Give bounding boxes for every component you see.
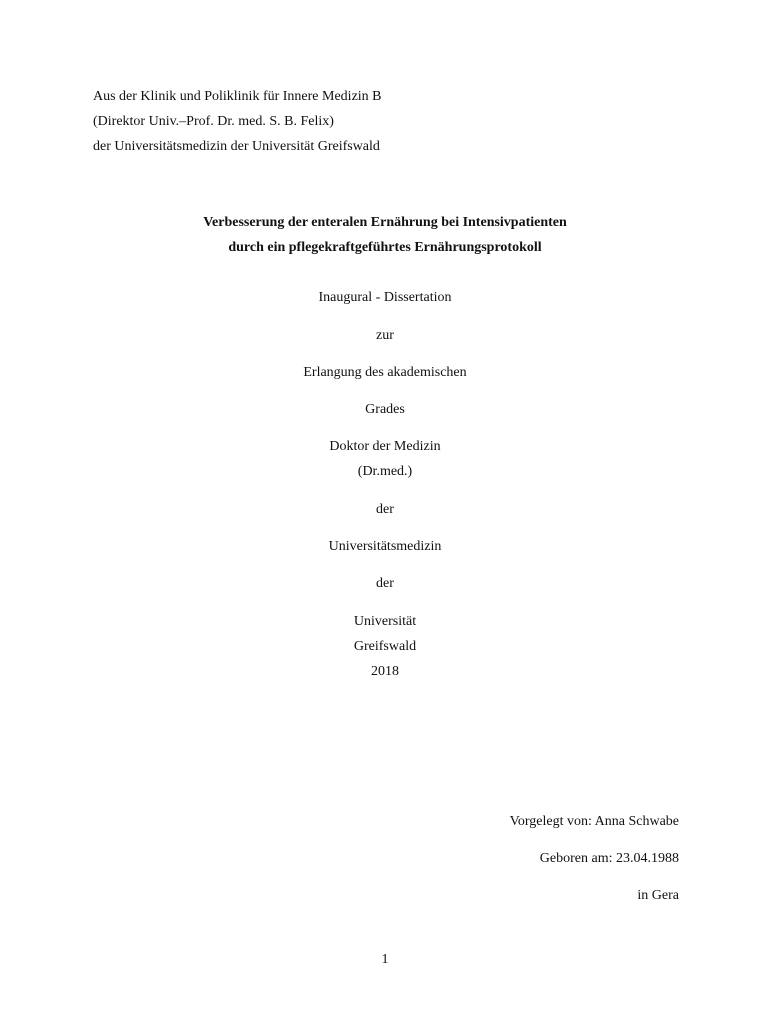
clinic-line: Aus der Klinik und Poliklinik für Innere Medizin B: [93, 89, 382, 104]
university-medicine-line: der Universitätsmedizin der Universität Greifswald: [93, 139, 380, 154]
zur-text: zur: [376, 328, 394, 343]
der-text-1: der: [376, 502, 394, 517]
degree-abbreviation: (Dr.med.): [357, 464, 413, 479]
der-text-2: der: [376, 576, 394, 591]
dissertation-type: Inaugural - Dissertation: [318, 290, 452, 305]
city-text: Greifswald: [353, 639, 417, 654]
erlangung-text: Erlangung des akademischen: [303, 365, 467, 380]
thesis-title-line-2: durch ein pflegekraftgeführtes Ernährungsprotokoll: [228, 240, 542, 255]
year-text: 2018: [371, 664, 399, 679]
thesis-title-line-1: Verbesserung der enteralen Ernährung bei Intensivpatienten: [203, 215, 567, 230]
faculty-text: Universitätsmedizin: [328, 539, 442, 554]
birth-date: Geboren am: 23.04.1988: [539, 851, 679, 866]
director-line: (Direktor Univ.–Prof. Dr. med. S. B. Felix): [93, 114, 334, 129]
birthplace: in Gera: [637, 888, 679, 903]
grades-text: Grades: [365, 402, 405, 417]
submitted-by: Vorgelegt von: Anna Schwabe: [509, 814, 679, 829]
degree-text: Doktor der Medizin: [329, 439, 441, 454]
page-number: 1: [381, 952, 389, 967]
university-text: Universität: [353, 614, 417, 629]
